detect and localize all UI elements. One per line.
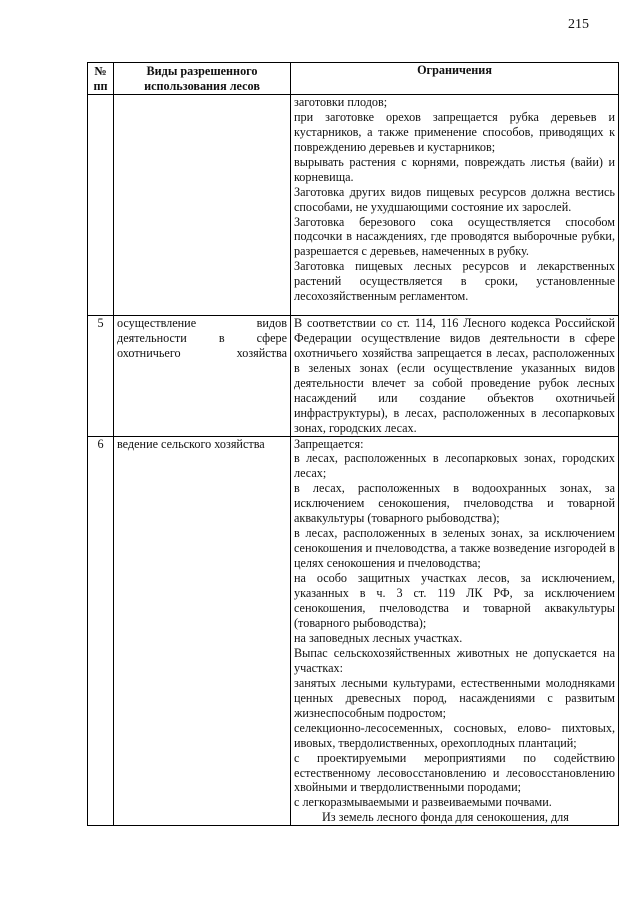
page-number: 215 bbox=[568, 17, 589, 32]
header-usage-type: Виды разрешенного использования лесов bbox=[114, 63, 291, 95]
row-number: 5 bbox=[88, 315, 114, 436]
table-row bbox=[88, 315, 619, 436]
table-row bbox=[88, 436, 619, 826]
restriction-paragraph: Заготовка березового сока осуществляется способом подсочки в насаждениях, где проводятся выборочные рубки, разрешается с деревьев, намеченных в рубку. bbox=[294, 214, 615, 259]
restriction-paragraph: в лесах, расположенных в зеленых зонах, за исключением сенокошения и пчеловодства, а также возведение изгородей в целях сенокошения и пчеловодства; bbox=[294, 526, 615, 571]
restriction-paragraph: Из земель лесного фонда для сенокошения, для bbox=[322, 810, 569, 825]
row-number bbox=[88, 94, 114, 315]
row-usage-type bbox=[114, 94, 291, 315]
row-usage-type bbox=[114, 315, 291, 436]
row-number: 6 bbox=[88, 436, 114, 826]
header-number: № пп bbox=[88, 63, 114, 95]
usage-type-text: осуществление видов деятельности в сфере охотничьего хозяйства bbox=[117, 315, 287, 360]
restriction-paragraph: Выпас сельскохозяйственных животных не допускается на участках: bbox=[294, 645, 615, 675]
restriction-paragraph: заготовки плодов; bbox=[294, 94, 388, 109]
restriction-paragraph: вырывать растения с корнями, повреждать листья (вайи) и корневища. bbox=[294, 154, 615, 184]
restriction-paragraph: при заготовке орехов запрещается рубка деревьев и кустарников, а также применение способов, приводящих к повреждению деревьев и кустарников; bbox=[294, 109, 615, 154]
table-header-row bbox=[88, 63, 619, 95]
restriction-paragraph: на заповедных лесных участках. bbox=[294, 630, 463, 645]
restriction-paragraph: в лесах, расположенных в лесопарковых зонах, городских лесах; bbox=[294, 451, 615, 481]
header-restrictions: Ограничения bbox=[291, 63, 619, 95]
row-restrictions bbox=[291, 315, 619, 436]
table-row bbox=[88, 94, 619, 315]
restriction-paragraph: Запрещается: bbox=[294, 436, 364, 451]
restriction-paragraph: селекционно-лесосеменных, сосновых, елово- пихтовых, ивовых, твердолиственных, орехоплодных плантаций; bbox=[294, 720, 615, 750]
restriction-paragraph: с проектируемыми мероприятиями по содействию естественному лесовосстановлению и лесовосстановлению хвойными и твердолиственными породами; bbox=[294, 750, 615, 795]
restriction-paragraph: с легкоразмываемыми и развеиваемыми почвами. bbox=[294, 795, 552, 810]
page-bottom-margin bbox=[0, 833, 640, 905]
restriction-paragraph: В соответствии со ст. 114, 116 Лесного кодекса Российской Федерации осуществление видов деятельности в сфере охотничьего хозяйства запрещается в лесах, расположенных в зеленых зонах (если осуществление указанных видов деятельности влечет за собой проведение рубок лесных насаждений или создание объектов охотничьей инфраструктуры), в лесах, расположенных в лесопарковых зонах, городских лесах. bbox=[294, 315, 615, 435]
restriction-paragraph: на особо защитных участках лесов, за исключением, указанных в ч. 3 ст. 119 ЛК РФ, за исключением сенокошения, пчеловодства и товарной аквакультуры (товарного рыбоводства); bbox=[294, 571, 615, 630]
row-usage-type: ведение сельского хозяйства bbox=[114, 436, 291, 826]
restriction-paragraph: занятых лесными культурами, естественными молодняками ценных древесных пород, насаждениями с развитым жизнеспособным подростом; bbox=[294, 675, 615, 720]
restrictions-table bbox=[87, 62, 619, 826]
restriction-paragraph: в лесах, расположенных в водоохранных зонах, за исключением сенокошения, пчеловодства и товарной аквакультуры (товарного рыбоводства); bbox=[294, 481, 615, 526]
restriction-paragraph: Заготовка пищевых лесных ресурсов и лекарственных растений осуществляется в сроки, установленные лесохозяйственным регламентом. bbox=[294, 259, 615, 304]
row-restrictions bbox=[291, 436, 619, 826]
row-restrictions bbox=[291, 94, 619, 315]
restriction-paragraph: Заготовка других видов пищевых ресурсов должна вестись способами, не ухудшающими состояние их зарослей. bbox=[294, 184, 615, 214]
